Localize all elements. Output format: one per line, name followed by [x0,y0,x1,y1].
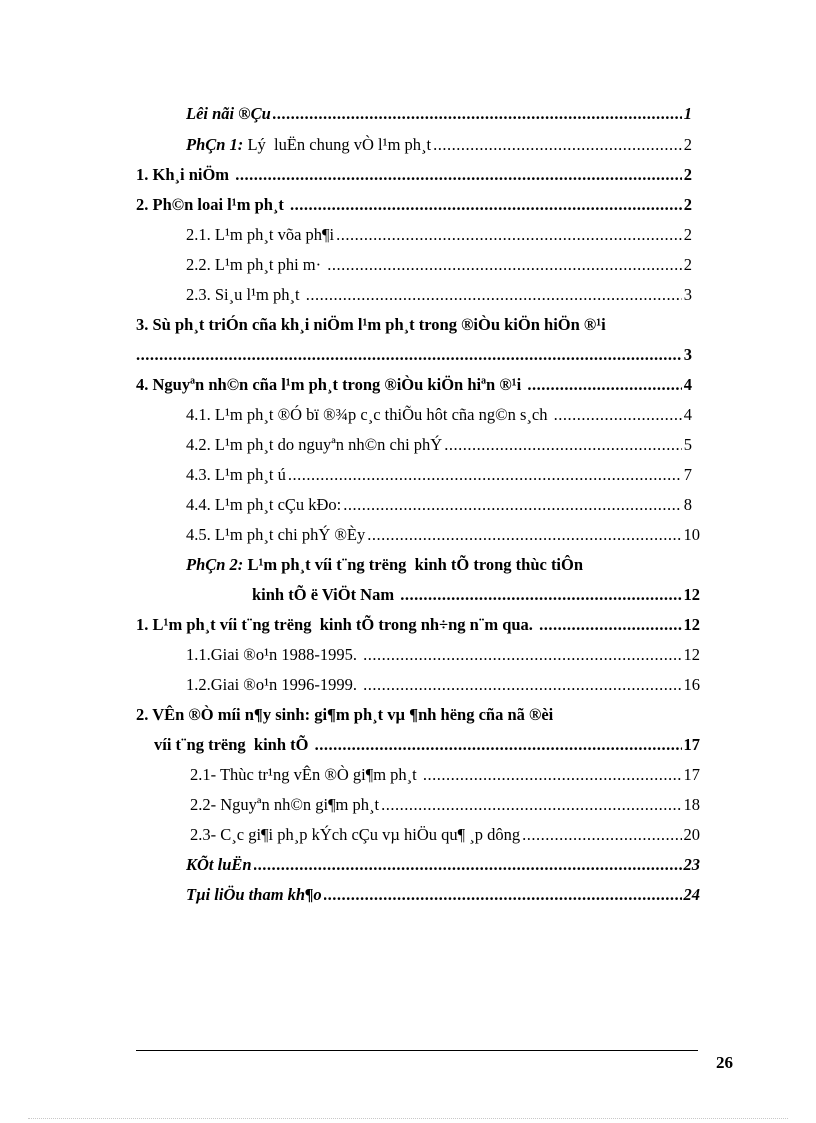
toc-title: 2.1. L¹m ph¸t võa ph¶i [186,225,335,244]
toc-page: 5 [683,435,692,454]
toc-entry-p2-2-3 [190,825,700,845]
toc-page: 23 [683,855,700,874]
toc-page: 8 [683,495,692,514]
toc-page: 24 [683,885,700,904]
toc-page: 17 [683,765,700,784]
dot-leader [290,195,682,215]
toc-title: 4.3. L¹m ph¸t ú [186,465,286,484]
toc-title: 4. Nguyªn nh©n cña l¹m ph¸t trong ®iÒu kiÖn hiªn ®¹i [136,375,526,394]
toc-title: L¹m ph¸t víi t¨ng trëng kinh tÕ trong thùc tiÔn [243,555,584,574]
toc-title: kinh tÕ ë ViÖt Nam [252,585,399,604]
dot-leader [136,345,682,365]
dot-leader [273,104,682,124]
toc-entry-tai-lieu [186,885,700,905]
toc-page: 3 [683,345,692,364]
toc-title: 4.2. L¹m ph¸t do nguyªn nh©n chi phÝ [186,435,443,454]
dot-leader [363,645,681,665]
toc-entry-4-3 [186,465,692,485]
toc-entry-4-2 [186,435,692,455]
toc-title: 2.3- C¸c gi¶i ph¸p kÝch cÇu vµ hiÖu qu¶ ¸p dông [190,825,521,844]
toc-page: 20 [683,825,700,844]
toc-page: 3 [683,285,692,304]
toc-title: Lý luËn chung vÒ l¹m ph¸t [243,135,432,154]
dot-leader [363,675,681,695]
toc-entry-1 [136,165,692,185]
dot-leader [327,255,682,275]
dot-leader [324,885,682,905]
toc-page: 2 [683,165,692,184]
toc-page: 7 [683,465,692,484]
toc-title: 2.3. Si¸u l¹m ph¸t [186,285,304,304]
toc-entry-p2-2-1 [190,765,700,785]
toc-page: 12 [683,645,700,664]
toc-entry-4-4 [186,495,692,515]
dot-leader [306,285,682,305]
toc-title: 4.4. L¹m ph¸t cÇu kÐo: [186,495,342,514]
toc-title: 4.5. L¹m ph¸t chi phÝ ®Èy [186,525,366,544]
toc-entry-p2-1-1 [186,645,700,665]
toc-title: 1.1.Giai ®o¹n 1988-1995. [186,645,362,664]
toc-page: 2 [683,255,692,274]
toc-entry-2-1 [186,225,692,245]
toc-entry-phan-1 [186,135,692,155]
toc-title: 1.2.Giai ®o¹n 1996-1999. [186,675,362,694]
toc-page: 2 [683,195,692,214]
toc-entry-phan-2-line2 [252,585,700,605]
toc-part-label: PhÇn 2: [186,555,244,574]
toc-entry-p2-2-line1: 2. VÊn ®Ò míi n¶y sinh: gi¶m ph¸t vµ ¶nh hëng cña nã ®èi [136,705,554,724]
toc-entry-4-5 [186,525,700,545]
toc-entry-3-line1: 3. Sù ph¸t triÓn cña kh¸i niÖm l¹m ph¸t trong ®iÒu kiÖn hiÖn ®¹i [136,315,606,334]
toc-title: Tµi liÖu tham kh¶o [186,885,322,904]
toc-title: Lêi nãi ®Çu [186,104,271,123]
toc-entry-p2-2-line2 [154,735,700,755]
toc-title: 1. Kh¸i niÖm [136,165,234,184]
toc-title: 2. Ph©n loai l¹m ph¸t [136,195,289,214]
toc-page: 16 [683,675,700,694]
toc-title: víi t¨ng trëng kinh tÕ [154,735,313,754]
toc-title: 1. L¹m ph¸t víi t¨ng trëng kinh tÕ trong nh÷ng n¨m qua. [136,615,538,634]
toc-title: 2.2. L¹m ph¸t phi m· [186,255,326,274]
toc-part-label: PhÇn 1: [186,135,244,154]
toc-page: 12 [683,585,700,604]
toc-entry-loi-noi-dau [186,104,692,124]
dot-leader [367,525,681,545]
toc-page: 1 [683,104,692,123]
page-number: 26 [716,1053,733,1072]
footer-divider [136,1050,698,1051]
toc-entry-p2-1 [136,615,700,635]
toc-title: 2.2- Nguyªn nh©n gi¶m ph¸t [190,795,380,814]
dot-leader [522,825,681,845]
toc-entry-p2-2-2 [190,795,700,815]
toc-title: 4.1. L¹m ph¸t ®Ó bï ®¾p c¸c thiÕu hôt cña ng©n s¸ch [186,405,552,424]
dot-leader [336,225,682,245]
toc-entry-4-1 [186,405,692,425]
toc-entry-phan-2-line1 [186,555,583,575]
page-edge-divider [28,1118,788,1119]
dot-leader [288,465,682,485]
toc-page: 4 [683,375,692,394]
toc-page: 18 [683,795,700,814]
toc-page: 10 [683,525,700,544]
dot-leader [343,495,681,515]
dot-leader [235,165,682,185]
dot-leader [554,405,682,425]
dot-leader [433,135,682,155]
dot-leader [381,795,681,815]
toc-page: 4 [683,405,692,424]
toc-page: 2 [683,225,692,244]
toc-entry-p2-1-2 [186,675,700,695]
dot-leader [444,435,682,455]
toc-page: 12 [683,615,700,634]
toc-entry-2-3 [186,285,692,305]
dot-leader [539,615,681,635]
toc-page: 17 [683,735,700,754]
dot-leader [400,585,681,605]
dot-leader [254,855,682,875]
toc-entry-2-2 [186,255,692,275]
toc-page: 2 [683,135,692,154]
toc-entry-ket-luan [186,855,700,875]
toc-title: KÕt luËn [186,855,252,874]
toc-entry-3-line2 [136,345,692,365]
dot-leader [423,765,682,785]
dot-leader [527,375,681,395]
toc-entry-2 [136,195,692,215]
toc-entry-4 [136,375,692,395]
dot-leader [315,735,682,755]
toc-title: 2.1- Thùc tr¹ng vÊn ®Ò gi¶m ph¸t [190,765,421,784]
